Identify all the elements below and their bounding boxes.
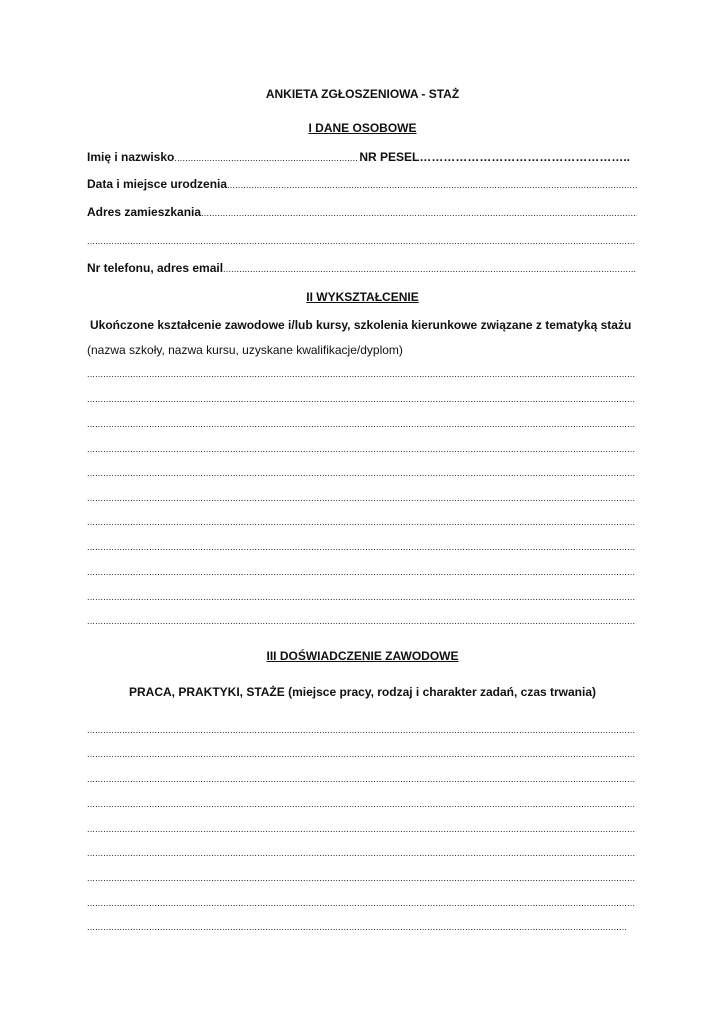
- pesel-fill-line[interactable]: ……………………………………………..: [419, 150, 630, 164]
- education-fill-line[interactable]: [87, 492, 635, 504]
- name-label: Imię i nazwisko: [87, 150, 175, 164]
- contact-fill-line[interactable]: [223, 264, 637, 274]
- education-fill-line[interactable]: [87, 541, 635, 553]
- experience-fill-line[interactable]: [87, 798, 635, 810]
- address-row: [87, 205, 637, 219]
- education-fill-line[interactable]: [87, 516, 635, 528]
- experience-fill-line[interactable]: [87, 724, 635, 736]
- experience-fill-line[interactable]: [87, 872, 635, 884]
- education-fill-line[interactable]: [87, 566, 635, 578]
- experience-fill-line[interactable]: [87, 773, 635, 785]
- section-3-heading: III DOŚWIADCZENIE ZAWODOWE: [266, 649, 459, 663]
- pesel-label: NR PESEL: [359, 150, 420, 164]
- education-question: Ukończone kształcenie zawodowe i/lub kursy, szkolenia kierunkowe związane z tematyką stażu: [90, 318, 632, 332]
- birth-fill-line[interactable]: [227, 180, 637, 190]
- address-label: Adres zamieszkania: [87, 205, 202, 219]
- education-fill-line[interactable]: [87, 393, 635, 405]
- name-fill-line[interactable]: [174, 153, 357, 163]
- experience-fill-line[interactable]: [87, 897, 635, 909]
- address-fill-line[interactable]: [201, 208, 637, 218]
- contact-row: [87, 261, 637, 275]
- experience-subheading: PRACA, PRAKTYKI, STAŻE (miejsce pracy, rodzaj i charakter zadań, czas trwania): [128, 685, 597, 699]
- education-fill-line[interactable]: [87, 591, 635, 603]
- education-fill-line[interactable]: [87, 418, 635, 430]
- education-fill-line[interactable]: [87, 467, 635, 479]
- experience-fill-line[interactable]: [87, 847, 635, 859]
- experience-fill-line[interactable]: [87, 823, 635, 835]
- experience-fill-line[interactable]: [87, 921, 627, 933]
- experience-fill-line[interactable]: [87, 748, 635, 760]
- section-1-heading: I DANE OSOBOWE: [308, 121, 417, 135]
- name-pesel-row: [87, 150, 630, 164]
- contact-label: Nr telefonu, adres email: [87, 261, 224, 275]
- address-fill-line-2[interactable]: [87, 235, 635, 247]
- education-fill-line[interactable]: [87, 368, 635, 380]
- education-hint: (nazwa szkoły, nazwa kursu, uzyskane kwalifikacje/dyplom): [87, 343, 403, 357]
- birth-row: [87, 177, 637, 191]
- form-title: ANKIETA ZGŁOSZENIOWA - STAŻ: [265, 87, 460, 101]
- education-fill-line[interactable]: [87, 443, 635, 455]
- birth-label: Data i miejsce urodzenia: [87, 177, 228, 191]
- education-fill-line[interactable]: [87, 615, 635, 627]
- section-2-heading: II WYKSZTAŁCENIE: [306, 290, 419, 304]
